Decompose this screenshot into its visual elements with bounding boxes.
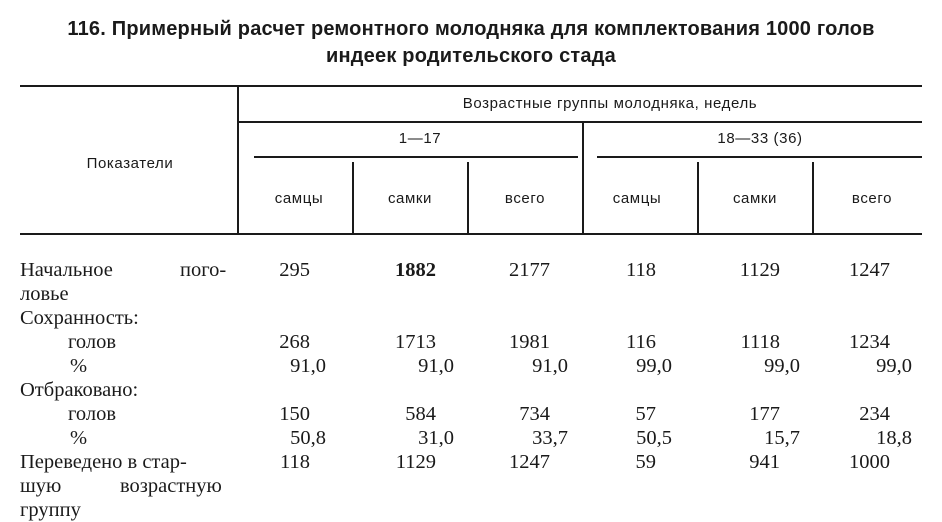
group2-rule — [597, 156, 922, 158]
row-label-culled-heads: голов — [68, 403, 117, 425]
cell-safety-heads-total-1: 1981 — [509, 331, 550, 353]
group1-rule — [254, 156, 578, 158]
subcol-total-2: всего — [851, 190, 893, 207]
cell-culled-pct-males-1: 50,8 — [290, 427, 326, 449]
row-label-transfer-3: группу — [20, 499, 81, 521]
cell-transfer-males-2: 59 — [635, 451, 656, 473]
cell-culled-heads-males-2: 57 — [635, 403, 656, 425]
table-title-line-1: 116. Примерный расчет ремонтного молодняка для комплектования 1000 голов — [67, 18, 875, 40]
cell-transfer-males-1: 118 — [280, 451, 310, 473]
cell-culled-heads-males-1: 150 — [279, 403, 310, 425]
subcol-females-2: самки — [732, 190, 778, 207]
cell-culled-pct-total-1: 33,7 — [532, 427, 568, 449]
cell-safety-pct-males-1: 91,0 — [290, 355, 326, 377]
cell-culled-pct-males-2: 50,5 — [636, 427, 672, 449]
subcol-females-1: самки — [387, 190, 433, 207]
cell-transfer-females-1: 1129 — [395, 451, 436, 473]
cell-safety-pct-total-1: 91,0 — [532, 355, 568, 377]
cell-culled-heads-total-2: 234 — [859, 403, 890, 425]
indicators-header: Показатели — [86, 155, 174, 172]
row-label-culled-pct: % — [70, 427, 88, 449]
cell-safety-heads-total-2: 1234 — [849, 331, 890, 353]
table-title-line-2: индеек родительского стада — [326, 45, 616, 67]
age-groups-rule — [239, 121, 922, 123]
cell-safety-heads-males-2: 116 — [626, 331, 656, 353]
row-label-culled: Отбраковано: — [20, 379, 139, 401]
row-label-transfer-1: Переведено в стар- — [20, 451, 187, 473]
cell-initial-males-1: 295 — [279, 259, 310, 281]
subcol-divider-1 — [352, 162, 354, 233]
header-bottom-rule — [20, 233, 922, 235]
cell-safety-pct-males-2: 99,0 — [636, 355, 672, 377]
cell-initial-females-2: 1129 — [739, 259, 780, 281]
cell-safety-pct-total-2: 99,0 — [876, 355, 912, 377]
cell-safety-heads-males-1: 268 — [279, 331, 310, 353]
row-label-safety-pct: % — [70, 355, 88, 377]
cell-safety-heads-females-1: 1713 — [395, 331, 436, 353]
age-groups-header: Возрастные группы молодняка, недель — [462, 95, 758, 112]
row-label-transfer-2a: шую — [20, 475, 62, 497]
subcol-total-1: всего — [504, 190, 546, 207]
cell-culled-pct-females-1: 31,0 — [418, 427, 454, 449]
cell-transfer-females-2: 941 — [749, 451, 780, 473]
subcol-divider-4 — [697, 162, 699, 233]
subcol-divider-5 — [812, 162, 814, 233]
row-label-transfer-2b: возрастную — [120, 475, 222, 497]
cell-culled-pct-total-2: 18,8 — [876, 427, 912, 449]
cell-culled-heads-females-1: 584 — [405, 403, 436, 425]
cell-culled-pct-females-2: 15,7 — [764, 427, 800, 449]
cell-safety-pct-females-2: 99,0 — [764, 355, 800, 377]
cell-safety-heads-females-2: 1118 — [740, 331, 780, 353]
subcol-divider-2 — [467, 162, 469, 233]
group1-header: 1—17 — [398, 130, 442, 147]
subcol-males-2: самцы — [612, 190, 662, 207]
row-label-initial-2: ловье — [20, 283, 69, 305]
cell-safety-pct-females-1: 91,0 — [418, 355, 454, 377]
cell-transfer-total-1: 1247 — [509, 451, 550, 473]
group2-header: 18—33 (36) — [717, 130, 803, 147]
indicators-divider — [237, 87, 239, 233]
cell-culled-heads-total-1: 734 — [519, 403, 550, 425]
cell-initial-total-1: 2177 — [509, 259, 550, 281]
cell-culled-heads-females-2: 177 — [749, 403, 780, 425]
cell-initial-total-2: 1247 — [849, 259, 890, 281]
row-label-initial-1b: пого- — [180, 259, 227, 281]
row-label-initial-1: Начальное — [20, 259, 113, 281]
groups-divider — [582, 122, 584, 233]
subcol-males-1: самцы — [274, 190, 324, 207]
row-label-safety: Сохранность: — [20, 307, 139, 329]
cell-transfer-total-2: 1000 — [849, 451, 890, 473]
top-rule — [20, 85, 922, 87]
cell-initial-females-1: 1882 — [395, 259, 436, 281]
cell-initial-males-2: 118 — [626, 259, 656, 281]
row-label-safety-heads: голов — [68, 331, 117, 353]
